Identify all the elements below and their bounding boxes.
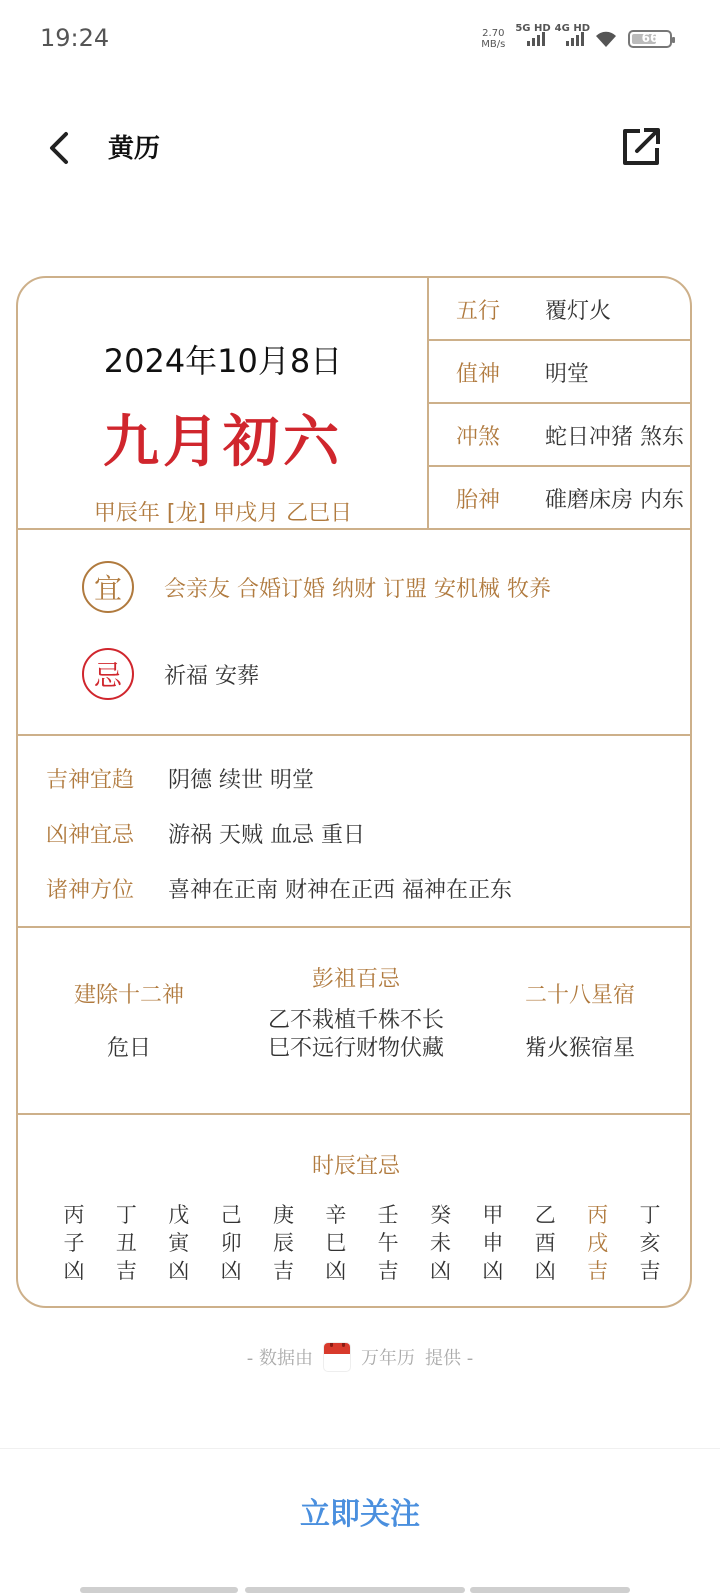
jianchu-title: 建除十二神 (73, 983, 184, 1008)
hour-item: 己 卯 凶 (220, 1203, 242, 1283)
hour-item: 丁 亥 吉 (639, 1203, 661, 1283)
ganzhi-text: 甲辰年 [龙] 甲戌月 乙巳日 (93, 501, 353, 526)
info-row-chongsha (429, 404, 692, 466)
app-header (0, 110, 720, 182)
god-key: 诸神方位 (46, 878, 135, 903)
info-key: 五行 (456, 298, 501, 324)
info-row-wuxing (429, 278, 692, 340)
signal-5g-label: 5G HD (515, 23, 551, 34)
provider-prefix: - 数据由 (246, 1348, 313, 1369)
info-row-zhishen (429, 341, 692, 403)
signal-4g-label: 4G HD (554, 23, 590, 34)
status-time: 19:24 (40, 24, 110, 52)
god-row-auspicious (46, 763, 314, 794)
hour-item: 丁 丑 吉 (115, 1203, 137, 1283)
net-speed-unit: MB/s (481, 39, 506, 50)
ji-seal-icon: 忌 (82, 648, 134, 700)
info-row-taishen (429, 467, 692, 529)
yi-seal-icon: 宜 (82, 561, 134, 613)
battery-icon (628, 30, 672, 48)
net-speed (481, 28, 505, 50)
ji-text: 祈福 安葬 (164, 663, 259, 689)
gods-section (18, 736, 692, 926)
hour-item-current: 丙 戌 吉 (587, 1203, 609, 1283)
pengzu-line-2: 巳不远行财物伏藏 (267, 1036, 444, 1061)
hour-item: 癸 未 凶 (430, 1203, 452, 1283)
pengzu-title: 彭祖百忌 (311, 967, 400, 992)
info-key: 值神 (456, 361, 501, 387)
almanac-card (16, 276, 692, 1308)
net-speed-value: 2.70 (482, 28, 505, 39)
hour-item: 甲 申 凶 (482, 1203, 504, 1283)
wannianli-logo-icon (323, 1342, 351, 1372)
god-key: 吉神宜趋 (46, 768, 135, 793)
yi-ji-section (18, 530, 692, 734)
nav-indicator (245, 1587, 465, 1593)
info-value: 碓磨床房 内东 (545, 487, 684, 513)
hour-item: 丙 子 凶 (63, 1203, 85, 1283)
follow-button[interactable]: 立即关注 (300, 1497, 420, 1532)
info-key: 冲煞 (456, 424, 501, 450)
hour-item: 壬 午 吉 (377, 1203, 399, 1283)
status-icons (481, 23, 672, 52)
info-value: 蛇日冲猪 煞东 (545, 424, 684, 450)
god-row-directions (46, 873, 512, 904)
battery-level: 66 (641, 31, 659, 45)
signal-5g-icon (515, 23, 551, 46)
share-external-icon[interactable] (620, 126, 662, 168)
god-value: 阴德 续世 明堂 (168, 768, 314, 793)
hour-item: 乙 酉 凶 (534, 1203, 556, 1283)
god-value: 游祸 天贼 血忌 重日 (168, 823, 365, 848)
hour-item: 庚 辰 吉 (272, 1203, 294, 1283)
hours-section (18, 1115, 692, 1308)
signal-4g-icon (554, 23, 590, 46)
hour-item: 辛 巳 凶 (325, 1203, 347, 1283)
pengzu-line-1: 乙不栽植千株不长 (267, 1008, 444, 1033)
wifi-icon (594, 29, 618, 49)
data-provider (0, 1342, 720, 1372)
jianchu-value: 危日 (106, 1036, 151, 1061)
status-bar (0, 0, 720, 78)
info-list (429, 278, 692, 528)
god-key: 凶神宜忌 (46, 823, 135, 848)
ji-row (82, 648, 259, 700)
page-title: 黄历 (108, 134, 161, 164)
nav-indicator (470, 1587, 630, 1593)
info-value: 覆灯火 (545, 298, 612, 324)
back-arrow-icon[interactable] (40, 128, 80, 168)
jianchu-column (48, 978, 210, 1063)
info-value: 明堂 (545, 361, 590, 387)
bottom-bar (0, 1448, 720, 1593)
xiu-title: 二十八星宿 (524, 983, 635, 1008)
date-block (18, 278, 428, 528)
hour-item: 戊 寅 凶 (168, 1203, 190, 1283)
god-value: 喜神在正南 财神在正西 福神在正东 (168, 878, 512, 903)
yi-text: 会亲友 合婚订婚 纳财 订盟 安机械 牧养 (164, 576, 551, 602)
provider-name: 万年历 (361, 1348, 415, 1369)
provider-suffix: 提供 - (425, 1348, 474, 1369)
xiu-column (498, 978, 662, 1063)
triple-section (18, 928, 692, 1113)
gregorian-date: 2024年10月8日 (103, 342, 343, 380)
info-key: 胎神 (456, 487, 501, 513)
pengzu-column (236, 962, 476, 1063)
nav-indicator (80, 1587, 238, 1593)
lunar-date: 九月初六 (103, 410, 343, 475)
xiu-value: 觜火猴宿星 (524, 1036, 635, 1061)
hours-title: 时辰宜忌 (311, 1154, 400, 1179)
yi-row (82, 561, 551, 613)
god-row-inauspicious (46, 818, 365, 849)
hour-grid (58, 1201, 666, 1285)
